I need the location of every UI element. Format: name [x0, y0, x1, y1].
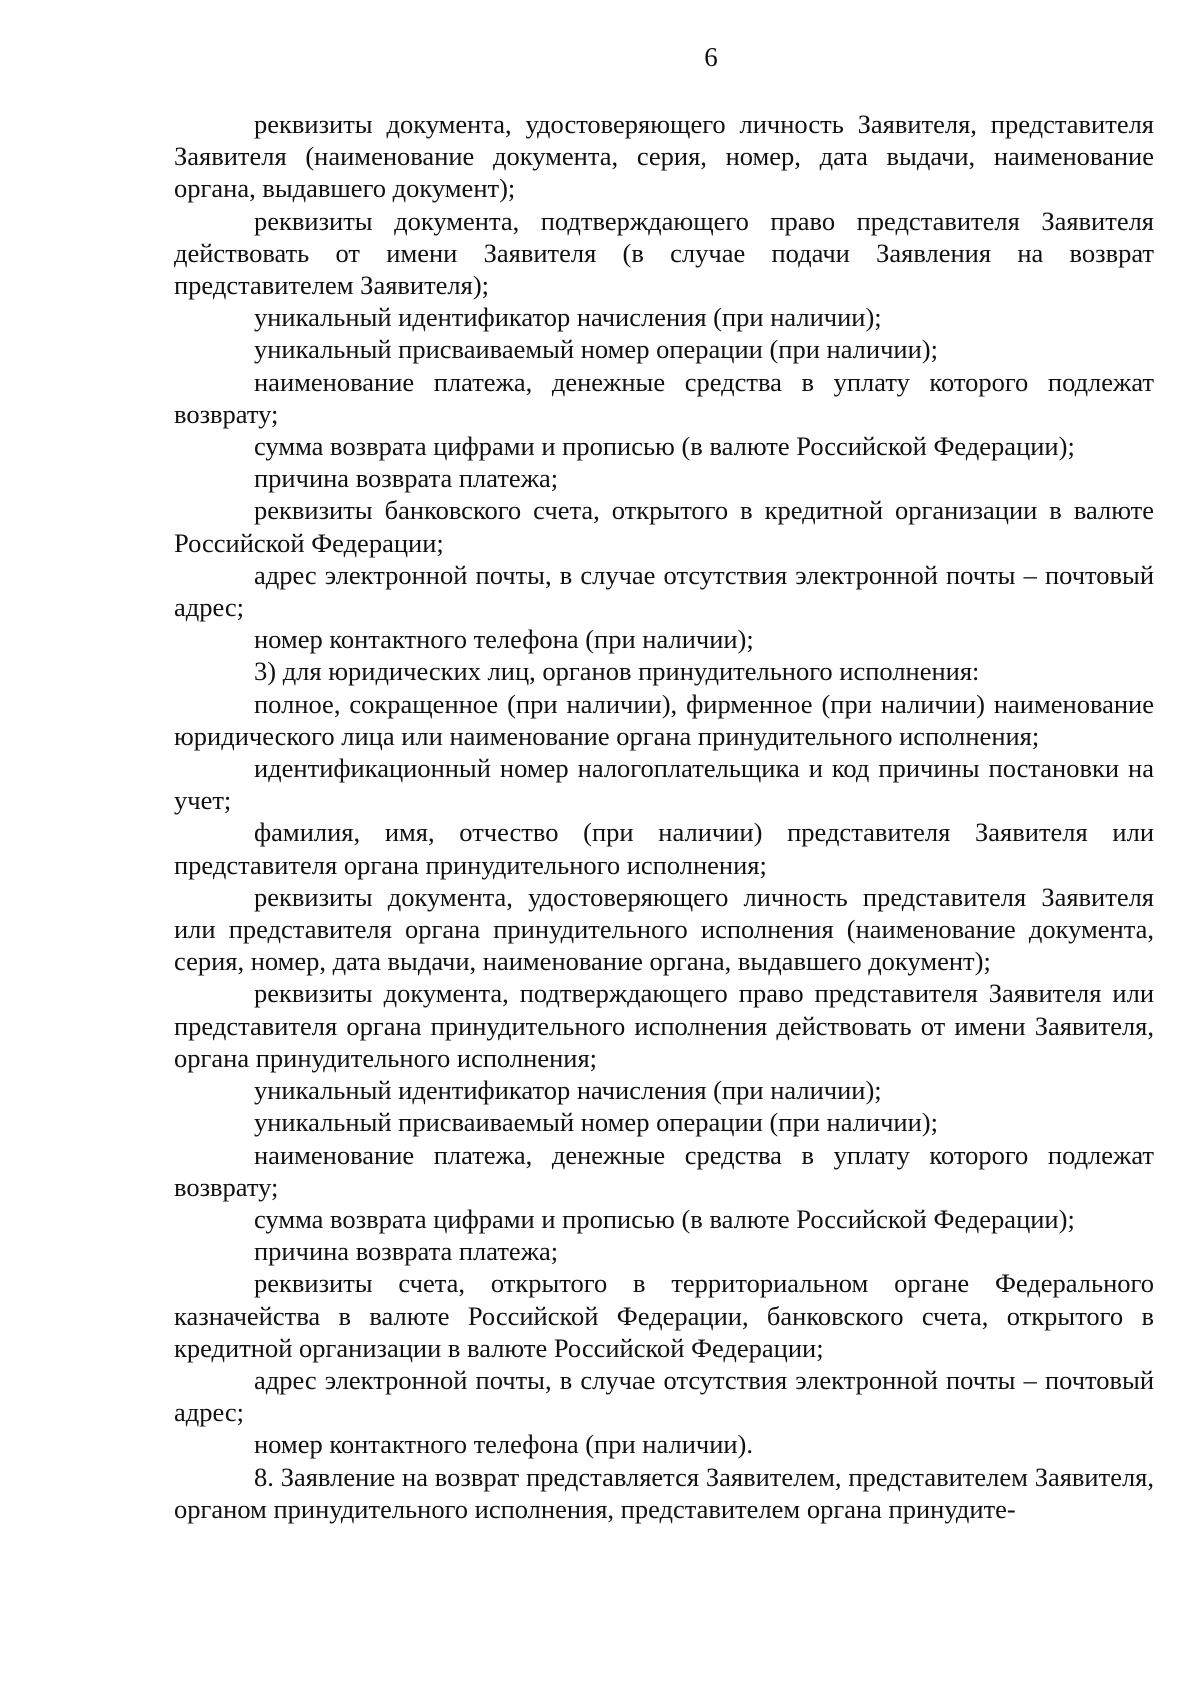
- paragraph: уникальный идентификатор начисления (при наличии);: [254, 302, 882, 333]
- page-number: 6: [704, 42, 718, 72]
- paragraph: уникальный присваиваемый номер операции (при наличии);: [254, 1107, 938, 1138]
- paragraph: номер контактного телефона (при наличии);: [254, 624, 754, 655]
- paragraph: наименование платежа, денежные средства в уплату которого подлежат возврату;: [174, 1139, 1154, 1202]
- paragraph: причина возврата платежа;: [254, 1236, 559, 1267]
- paragraph: реквизиты банковского счета, открытого в кредитной организации в валюте Российской Федерации;: [174, 495, 1154, 558]
- paragraph: уникальный идентификатор начисления (при наличии);: [254, 1075, 882, 1106]
- paragraph: фамилия, имя, отчество (при наличии) представителя Заявителя или представителя органа принудительного исполнения;: [174, 817, 1154, 880]
- paragraph: реквизиты документа, удостоверяющего личность представителя Заявителя или представителя органа принудительного исполнения (наименование документа, серия, номер, дата выдачи, наименование органа, выдавшего документ);: [174, 881, 1154, 977]
- paragraph: адрес электронной почты, в случае отсутствия электронной почты – почтовый адрес;: [174, 559, 1154, 623]
- document-body: [174, 108, 1154, 1525]
- paragraph: наименование платежа, денежные средства в уплату которого подлежат возврату;: [174, 366, 1154, 429]
- paragraph: реквизиты документа, подтверждающего право представителя Заявителя или представителя органа принудительного исполнения действовать от имени Заявителя, органа принудительного исполнения;: [174, 978, 1154, 1073]
- paragraph: реквизиты документа, подтверждающего право представителя Заявителя действовать от имени Заявителя (в случае подачи Заявления на возврат представителем Заявителя);: [174, 205, 1154, 301]
- paragraph: причина возврата платежа;: [254, 463, 559, 494]
- paragraph: сумма возврата цифрами и прописью (в валюте Российской Федерации);: [254, 431, 1075, 462]
- paragraph: номер контактного телефона (при наличии).: [254, 1429, 754, 1460]
- paragraph: уникальный присваиваемый номер операции (при наличии);: [254, 334, 938, 365]
- paragraph: реквизиты документа, удостоверяющего личность Заявителя, представителя Заявителя (наименование документа, серия, номер, дата выдачи, наименование органа, выдавшего документ);: [174, 109, 1154, 204]
- paragraph: идентификационный номер налогоплательщика и код причины постановки на учет;: [174, 753, 1154, 816]
- paragraph: реквизиты счета, открытого в территориальном органе Федерального казначейства в валюте Российской Федерации, банковского счета, открытого в кредитной организации в валюте Российской Федерации;: [174, 1268, 1154, 1363]
- paragraph: полное, сокращенное (при наличии), фирменное (при наличии) наименование юридического лица или наименование органа принудительного исполнения;: [174, 688, 1154, 751]
- paragraph: 3) для юридических лиц, органов принудительного исполнения:: [254, 656, 980, 687]
- paragraph: сумма возврата цифрами и прописью (в валюте Российской Федерации);: [254, 1203, 1075, 1234]
- paragraph: адрес электронной почты, в случае отсутствия электронной почты – почтовый адрес;: [174, 1364, 1154, 1428]
- paragraph: 8. Заявление на возврат представляется Заявителем, представителем Заявителя, органом принудительного исполнения, представителем органа принудите-: [174, 1461, 1154, 1524]
